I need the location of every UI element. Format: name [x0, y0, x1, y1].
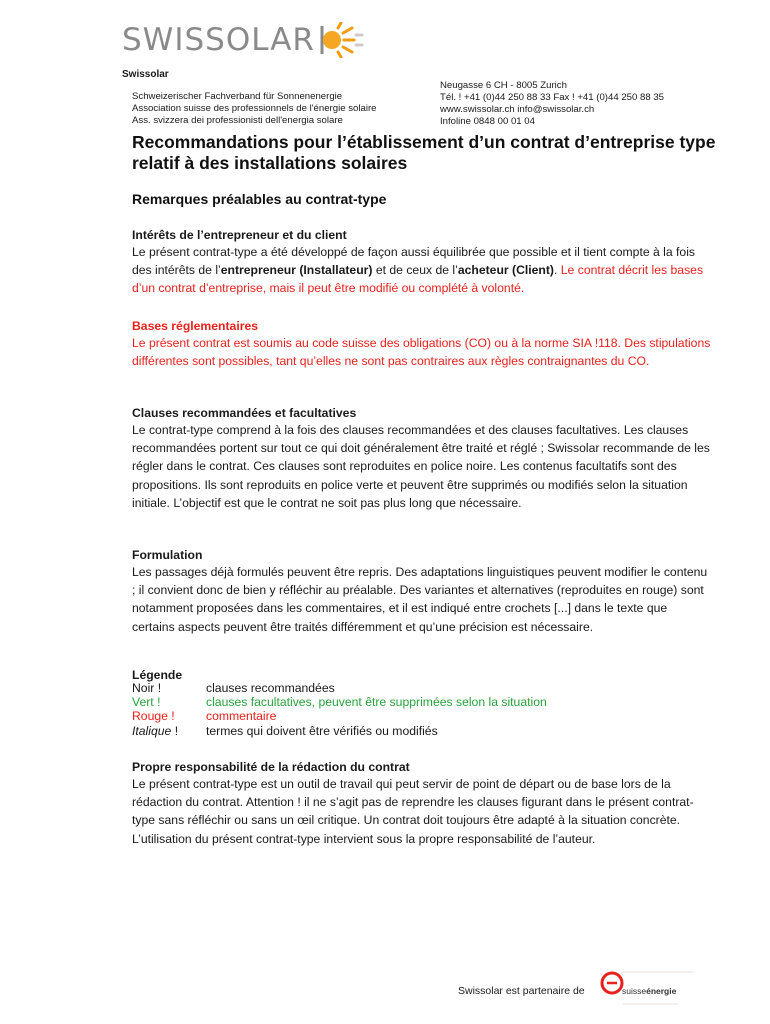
heading-formulation: Formulation [132, 548, 203, 562]
address-line: Neugasse 6 CH - 8005 Zurich [440, 80, 567, 91]
partner-text: Swissolar est partenaire de [458, 985, 585, 997]
paragraph-interets [132, 243, 712, 298]
legend-key [132, 724, 206, 738]
legend-key: Rouge ! [132, 709, 175, 724]
text: . [554, 263, 561, 278]
swissolar-logo [122, 22, 364, 58]
italic-key: Italique [132, 723, 172, 738]
heading-clauses: Clauses recommandées et facultatives [132, 406, 357, 420]
legend-row-vert [132, 695, 547, 709]
document-subtitle: Remarques préalables au contrat-type [132, 191, 387, 207]
paragraph-clauses: Le contrat-type comprend à la fois des clauses recommandées et des clauses facultatives. Les clauses recommandées portent sur tout ce qui doit généralement être traité et réglé ; Swissolar recommande de les régler dans le contrat. Ces clauses sont reproduites en police noire. Les contenus facultatifs sont des propositions. Ils sont reproduits en police verte et peuvent être supprimés ou modifiés selon la situation initiale. L’objectif est que le contrat ne soit pas plus long que nécessaire. [132, 423, 710, 510]
org-name: Swissolar [122, 69, 169, 80]
partner-brand [622, 986, 676, 996]
org-description [132, 91, 376, 127]
legend-key: Noir ! [132, 681, 162, 695]
paragraph-formulation: Les passages déjà formulés peuvent être repris. Des adaptations linguistiques peuvent modifier le contenu ; il convient donc de bien y réfléchir au préalable. Des variantes et alternatives (reproduites en rouge) sont notamment proposées dans les commentaires, et il est indiqué entre crochets [...] dans le texte que certains aspects peuvent être traités différemment et qu’une précision est nécessaire. [132, 565, 708, 634]
document-title: Recommandations pour l’établissement d’un contrat d’entreprise type relatif à des installations solaires [132, 132, 716, 173]
key-rest: ! [171, 723, 179, 738]
legend-value: clauses facultatives, peuvent être supprimées selon la situation [206, 695, 547, 710]
heading-responsabilite: Propre responsabilité de la rédaction du contrat [132, 760, 410, 774]
phone-fax-line: Tél. ! +41 (0)44 250 88 33 Fax ! +41 (0)44 250 88 35 [440, 92, 665, 103]
sun-icon [318, 22, 364, 58]
legend-table [132, 681, 547, 738]
text: et de ceux de l’ [372, 263, 458, 278]
heading-bases: Bases réglementaires [132, 319, 259, 333]
paragraph-responsabilite: Le présent contrat-type est un outil de travail qui peut servir de point de départ ou de base lors de la rédaction du contrat. Attention ! il ne s’agit pas de reprendre les clauses figurant dans le présent contrat-type sans réfléchir ou sans un œil critique. Un contrat doit toujours être adapté à la situation concrète. L’utilisation du présent contrat-type intervient sous la propre responsabilité de l’auteur. [132, 777, 694, 846]
heading-interets: Intérêts de l’entrepreneur et du client [132, 228, 347, 242]
paragraph-bases: Le présent contrat est soumis au code suisse des obligations (CO) ou à la norme SIA !118. Des stipulations différentes sont possibles, tant qu’elles ne sont pas contraires aux règles contraignantes du CO. [132, 336, 711, 369]
legend-value: commentaire [206, 709, 277, 724]
partner-brand-a: suisse [622, 986, 647, 996]
text: Le présent contrat-type a été développé de façon aussi équilibrée que possible et il tient compte à la fois des intérêts de l’ [132, 245, 696, 278]
logo-text: SWISSOLAR [122, 22, 315, 58]
legend-row-italique [132, 724, 547, 738]
bold-entrepreneur: entrepreneur (Installateur) [220, 263, 373, 278]
org-line: Ass. svizzera dei professionisti dell'energia solare [132, 115, 343, 126]
bold-acheteur: acheteur (Client) [457, 263, 554, 278]
infoline: Infoline 0848 00 01 04 [440, 116, 535, 127]
partner-brand-b: énergie [646, 986, 677, 996]
legend-row-noir [132, 681, 547, 695]
legend-value: clauses recommandées [206, 681, 335, 695]
org-line: Association suisse des professionnels de l'énergie solaire [132, 103, 377, 114]
red-comment: Le contrat décrit les bases d’un contrat d’entreprise, mais il peut être modifié ou complété à volonté. [132, 263, 704, 296]
address-block [440, 80, 664, 128]
legend-value: termes qui doivent être vérifiés ou modifiés [206, 723, 438, 738]
web-email-line: www.swissolar.ch info@swissolar.ch [440, 104, 595, 115]
legend-row-rouge [132, 709, 547, 723]
heading-legend: Légende [132, 668, 183, 682]
legend-key: Vert ! [132, 695, 161, 710]
org-line: Schweizerischer Fachverband für Sonnenenergie [132, 91, 343, 102]
